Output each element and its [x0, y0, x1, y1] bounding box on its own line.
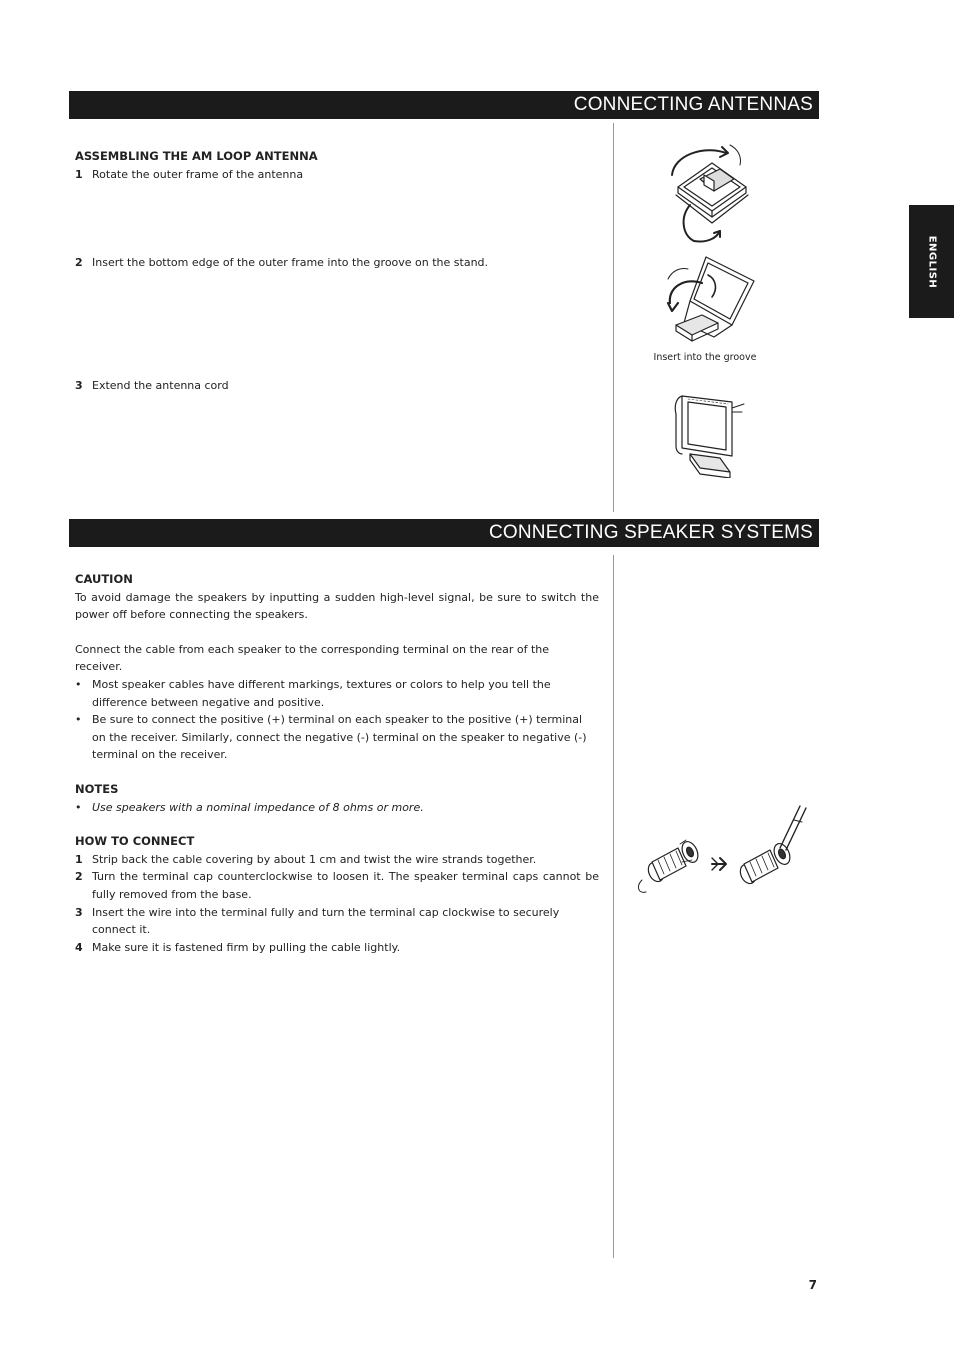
- bullet-symbol: •: [75, 713, 82, 727]
- speaker-section-text: [75, 571, 599, 956]
- terminal-tightened-icon: [737, 806, 806, 886]
- rotate-frame-illustration: [664, 135, 754, 245]
- step-text: Strip back the cable covering by about 1 cm and twist the wire strands together.: [92, 852, 537, 866]
- step-text: Insert the bottom edge of the outer frame into the groove on the stand.: [92, 256, 489, 269]
- section-header-antennas: [69, 91, 819, 119]
- step-item: [75, 166, 599, 184]
- caution-heading: CAUTION: [75, 572, 133, 586]
- bullet-symbol: •: [75, 800, 82, 814]
- insert-groove-illustration: [662, 253, 758, 345]
- extend-cord-illustration: [668, 386, 748, 478]
- language-tab: ENGLISH: [909, 205, 954, 318]
- step-text: Make sure it is fastened firm by pulling the cable lightly.: [92, 940, 401, 954]
- step-text: Rotate the outer frame of the antenna: [92, 167, 304, 181]
- bullet-symbol: •: [75, 677, 82, 691]
- step-item: [75, 939, 599, 957]
- bullet-item: [75, 676, 599, 711]
- terminal-loosened-icon: [639, 839, 701, 892]
- caution-text: To avoid damage the speakers by inputting a sudden high-level signal, be sure to switch the power off before connecting the speakers.: [75, 590, 599, 622]
- section-header-speakers: [69, 519, 819, 547]
- step-number: 4: [75, 940, 83, 954]
- note-item: [75, 799, 599, 817]
- bullet-text: Most speaker cables have different markings, textures or colors to help you tell the difference between negative and positive.: [92, 677, 551, 709]
- step-item: [75, 377, 599, 395]
- step-item: [75, 254, 599, 272]
- am-antenna-heading-block: [75, 148, 599, 183]
- speaker-terminal-illustration: [632, 800, 814, 896]
- notes-heading: NOTES: [75, 781, 119, 796]
- step-number: 1: [75, 852, 83, 866]
- am-antenna-heading: ASSEMBLING THE AM LOOP ANTENNA: [75, 149, 318, 163]
- column-divider: [613, 555, 614, 1258]
- note-text: Use speakers with a nominal impedance of 8 ohms or more.: [92, 800, 424, 814]
- bullet-text: Be sure to connect the positive (+) terminal on each speaker to the positive (+) terminal on the receiver. Similarly, connect the negative (-) terminal on the speaker to negative (-) terminal on the receiver.: [92, 713, 587, 762]
- step-item: [75, 868, 599, 903]
- step-text: Turn the terminal cap counterclockwise to loosen it. The speaker terminal caps cannot be fully removed from the base.: [92, 870, 599, 901]
- intro-text: Connect the cable from each speaker to the corresponding terminal on the rear of the receiver.: [75, 642, 550, 674]
- step-item: [75, 904, 599, 939]
- step-text: Extend the antenna cord: [92, 379, 229, 392]
- step-number: 3: [75, 905, 83, 919]
- step-number: 2: [75, 256, 83, 269]
- page-number: 7: [808, 1278, 817, 1292]
- step-number: 2: [75, 870, 83, 884]
- how-to-connect-heading: HOW TO CONNECT: [75, 834, 195, 849]
- column-divider: [613, 123, 614, 512]
- section-title: CONNECTING SPEAKER SYSTEMS: [488, 522, 813, 543]
- step-number: 1: [75, 167, 83, 181]
- step-text: Insert the wire into the terminal fully and turn the terminal cap clockwise to securely connect it.: [92, 905, 560, 937]
- section-title: CONNECTING ANTENNAS: [573, 94, 813, 115]
- bullet-item: [75, 711, 599, 764]
- figure-caption: Insert into the groove: [653, 352, 757, 363]
- step-number: 3: [75, 379, 83, 392]
- step-item: [75, 851, 599, 869]
